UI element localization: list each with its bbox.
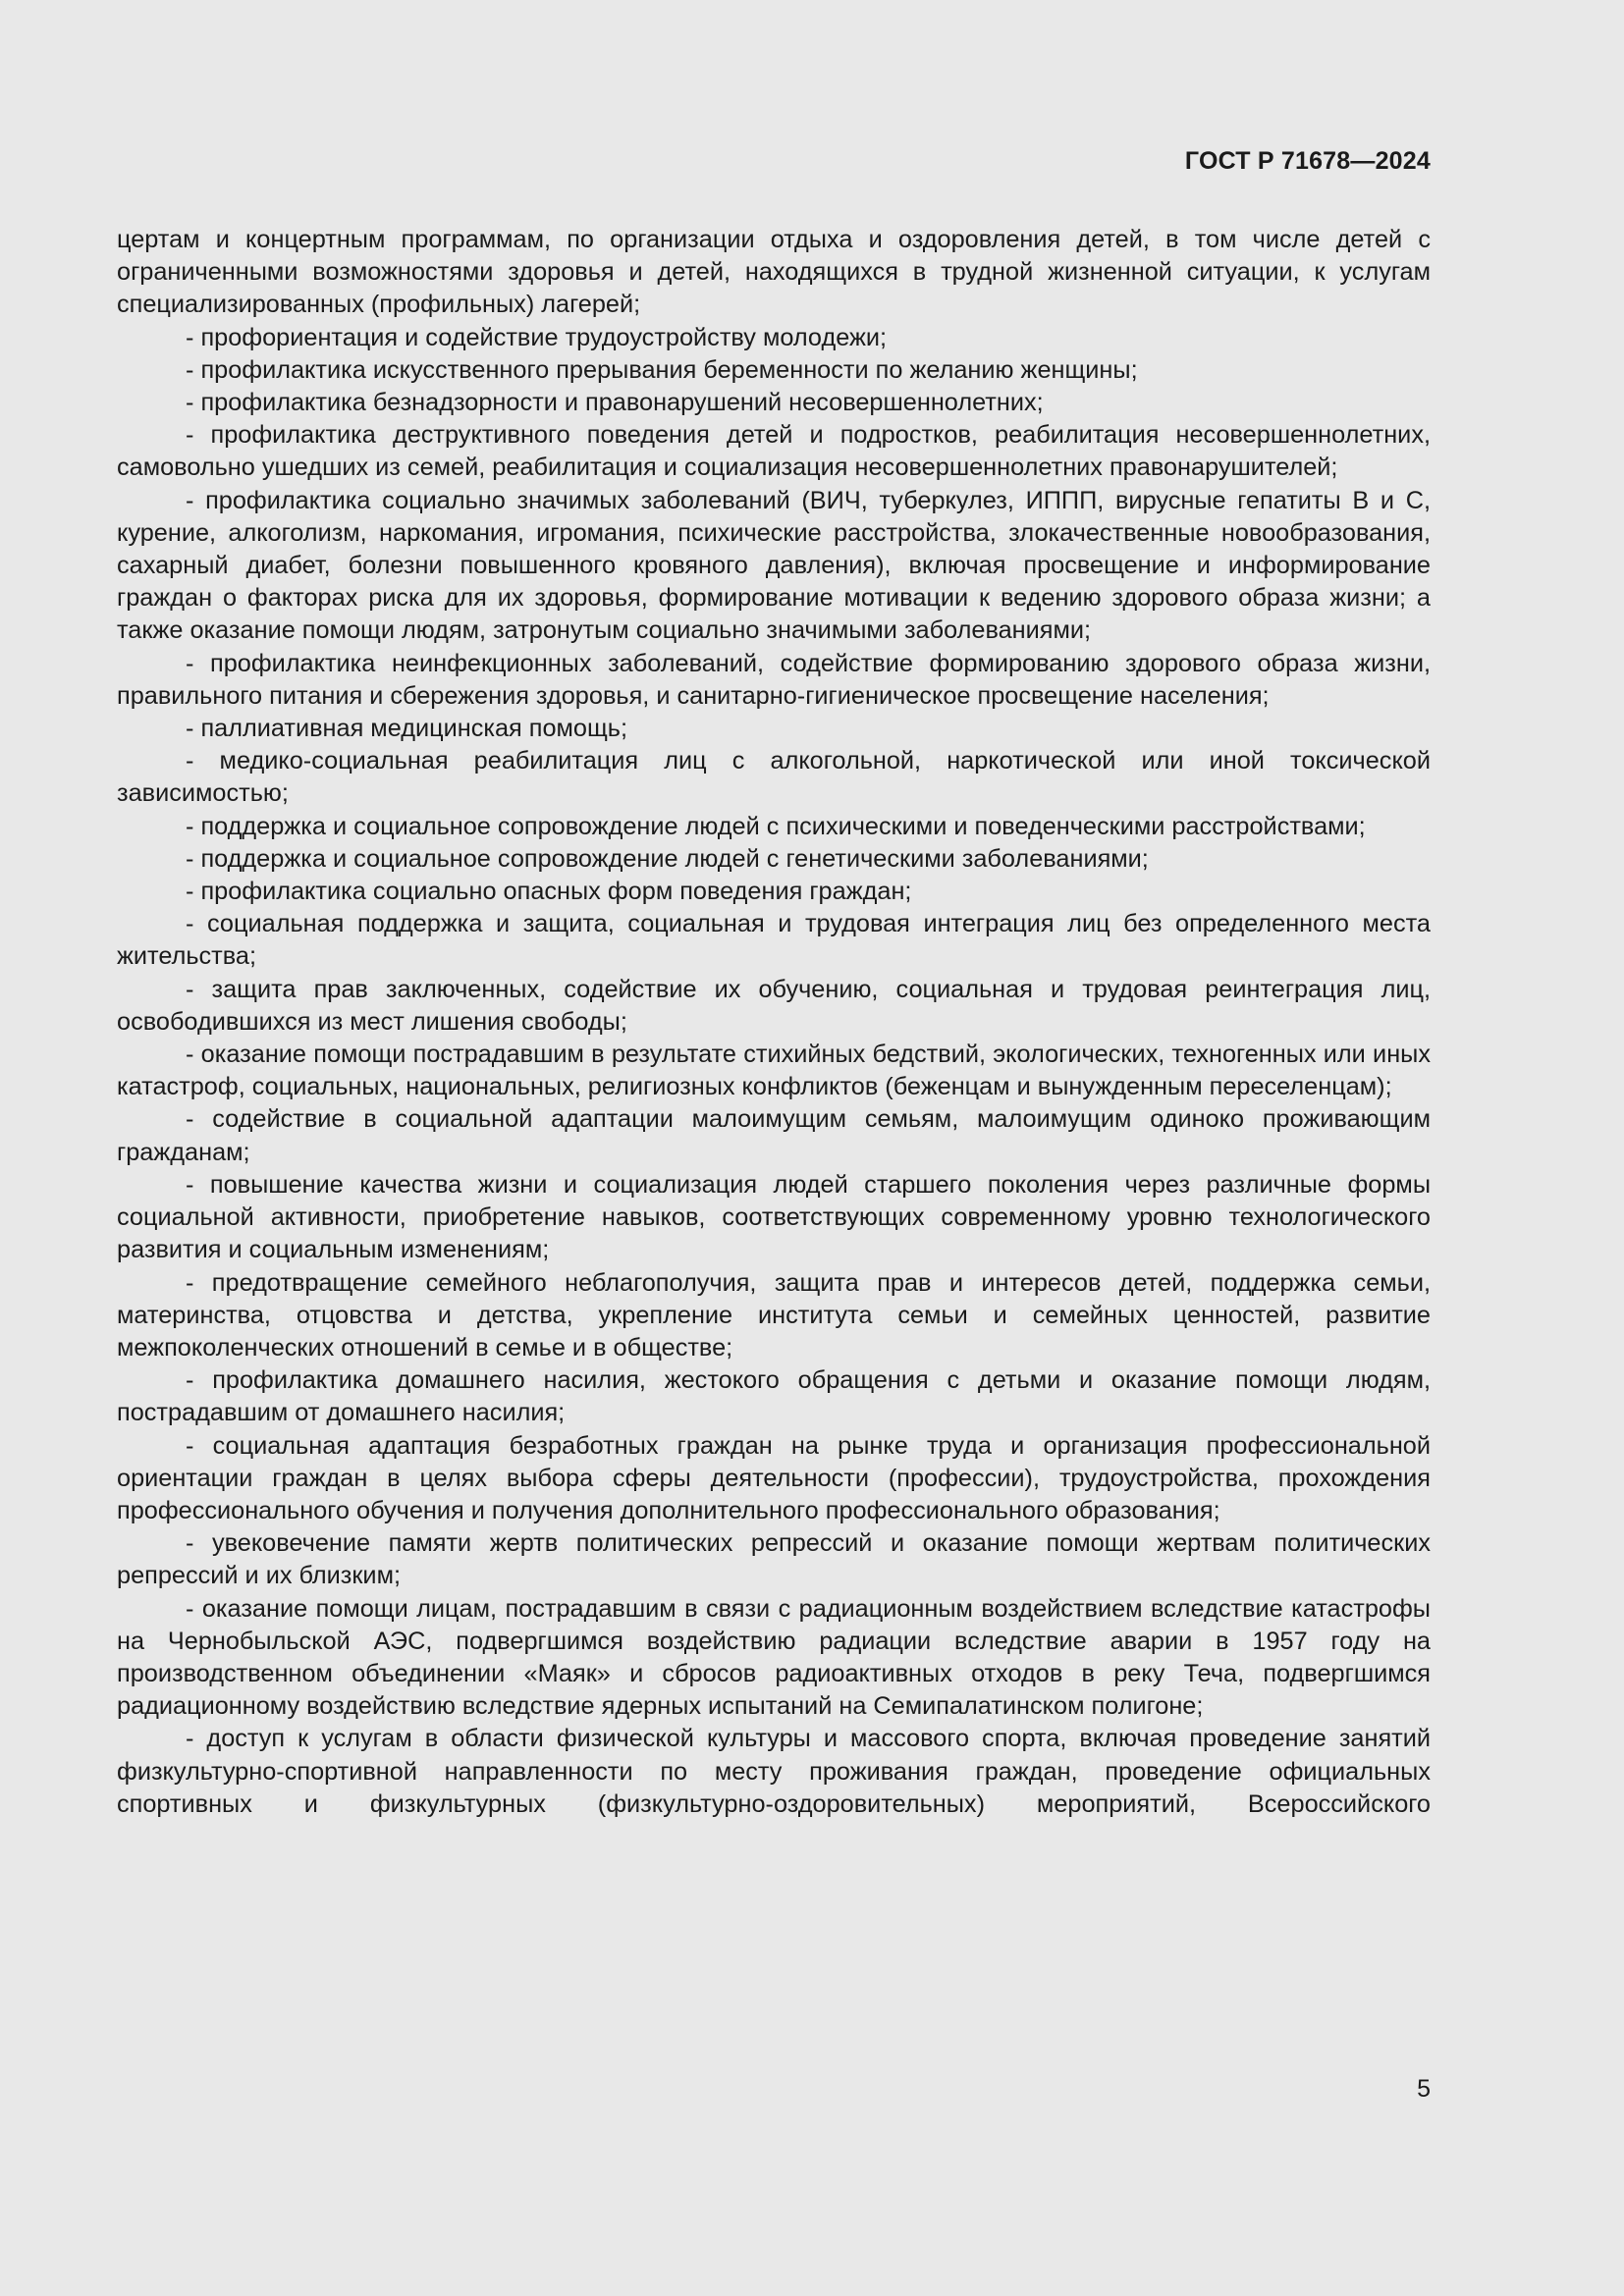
list-item: - профилактика деструктивного поведения детей и подростков, реабилитация несовершеннолетних, самовольно ушедших из семей, реабилитация и социализация несовершеннолетних правонарушителей;	[117, 421, 1431, 482]
list-item: - профориентация и содействие трудоустройству молодежи;	[186, 323, 888, 351]
list-item: - доступ к услугам в области физической культуры и массового спорта, включая проведение занятий физкультурно-спортивной направленности по месту проживания граждан, проведение официальных спортивных и физкультурных (физкультурно-оздоровительных) мероприятий, Всероссийского	[117, 1725, 1431, 1818]
list-item: - профилактика социально опасных форм поведения граждан;	[186, 878, 912, 906]
standard-designation: ГОСТ Р 71678—2024	[1184, 147, 1431, 175]
list-item: - защита прав заключенных, содействие их обучению, социальная и трудовая реинтеграция лиц, освободившихся из мест лишения свободы;	[117, 975, 1431, 1036]
list-item: - профилактика домашнего насилия, жестокого обращения с детьми и оказание помощи людям, пострадавшим от домашнего насилия;	[117, 1366, 1431, 1427]
list-item: - повышение качества жизни и социализация людей старшего поколения через различные формы социальной активности, приобретение навыков, соответствующих современному уровню технологического развития и социальным изменениям;	[117, 1170, 1431, 1264]
list-item: - оказание помощи пострадавшим в результате стихийных бедствий, экологических, техногенных или иных катастроф, социальных, национальных, религиозных конфликтов (беженцам и вынужденным переселенцам);	[117, 1041, 1431, 1101]
list-item: - медико-социальная реабилитация лиц с алкогольной, наркотической или иной токсической зависимостью;	[117, 747, 1431, 808]
document-body	[117, 224, 1431, 1821]
list-item: - содействие в социальной адаптации малоимущим семьям, малоимущим одиноко проживающим гражданам;	[117, 1105, 1431, 1166]
list-item: - поддержка и социальное сопровождение людей с генетическими заболеваниями;	[186, 844, 1149, 873]
list-item: - социальная адаптация безработных граждан на рынке труда и организация профессиональной ориентации граждан в целях выбора сферы деятельности (профессии), трудоустройства, прохождения профессионального обучения и получения дополнительного профессионального образования;	[117, 1431, 1431, 1524]
list-item: - профилактика неинфекционных заболеваний, содействие формированию здорового образа жизни, правильного питания и сбережения здоровья, и санитарно-гигиеническое просвещение населения;	[117, 649, 1431, 710]
list-item: - оказание помощи лицам, пострадавшим в связи с радиационным воздействием вследствие катастрофы на Чернобыльской АЭС, подвергшимся воздействию радиации вследствие аварии в 1957 году на производственном объединении «Маяк» и сбросов радиоактивных отходов в реку Теча, подвергшимся радиационному воздействию вследствие ядерных испытаний на Семипалатинском полигоне;	[117, 1594, 1431, 1721]
list-item: - предотвращение семейного неблагополучия, защита прав и интересов детей, поддержка семьи, материнства, отцовства и детства, укрепление института семьи и семейных ценностей, развитие межпоколенческих отношений в семье и в обществе;	[117, 1268, 1431, 1362]
continuation-paragraph: цертам и концертным программам, по организации отдыха и оздоровления детей, в том числе детей с ограниченными возможностями здоровья и детей, находящихся в трудной жизненной ситуации, к услугам специализированных (профильных) лагерей;	[117, 226, 1431, 319]
list-item: - профилактика искусственного прерывания беременности по желанию женщины;	[186, 355, 1138, 384]
list-item: - профилактика социально значимых заболеваний (ВИЧ, туберкулез, ИППП, вирусные гепатиты В и С, курение, алкоголизм, наркомания, игромания, психические расстройства, злокачественные новообразования, сахарный диабет, болезни повышенного кровяного давления), включая просвещение и информирование граждан о факторах риска для их здоровья, формирование мотивации к ведению здорового образа жизни; а также оказание помощи людям, затронутым социально значимыми заболеваниями;	[117, 486, 1431, 645]
list-item: - социальная поддержка и защита, социальная и трудовая интеграция лиц без определенного места жительства;	[117, 910, 1431, 971]
list-item: - увековечение памяти жертв политических репрессий и оказание помощи жертвам политических репрессий и их близким;	[117, 1529, 1431, 1590]
list-item: - поддержка и социальное сопровождение людей с психическими и поведенческими расстройствами;	[186, 812, 1366, 840]
page-number: 5	[1417, 2075, 1431, 2103]
list-item: - паллиативная медицинская помощь;	[186, 715, 628, 743]
list-item: - профилактика безнадзорности и правонарушений несовершеннолетних;	[186, 389, 1044, 417]
